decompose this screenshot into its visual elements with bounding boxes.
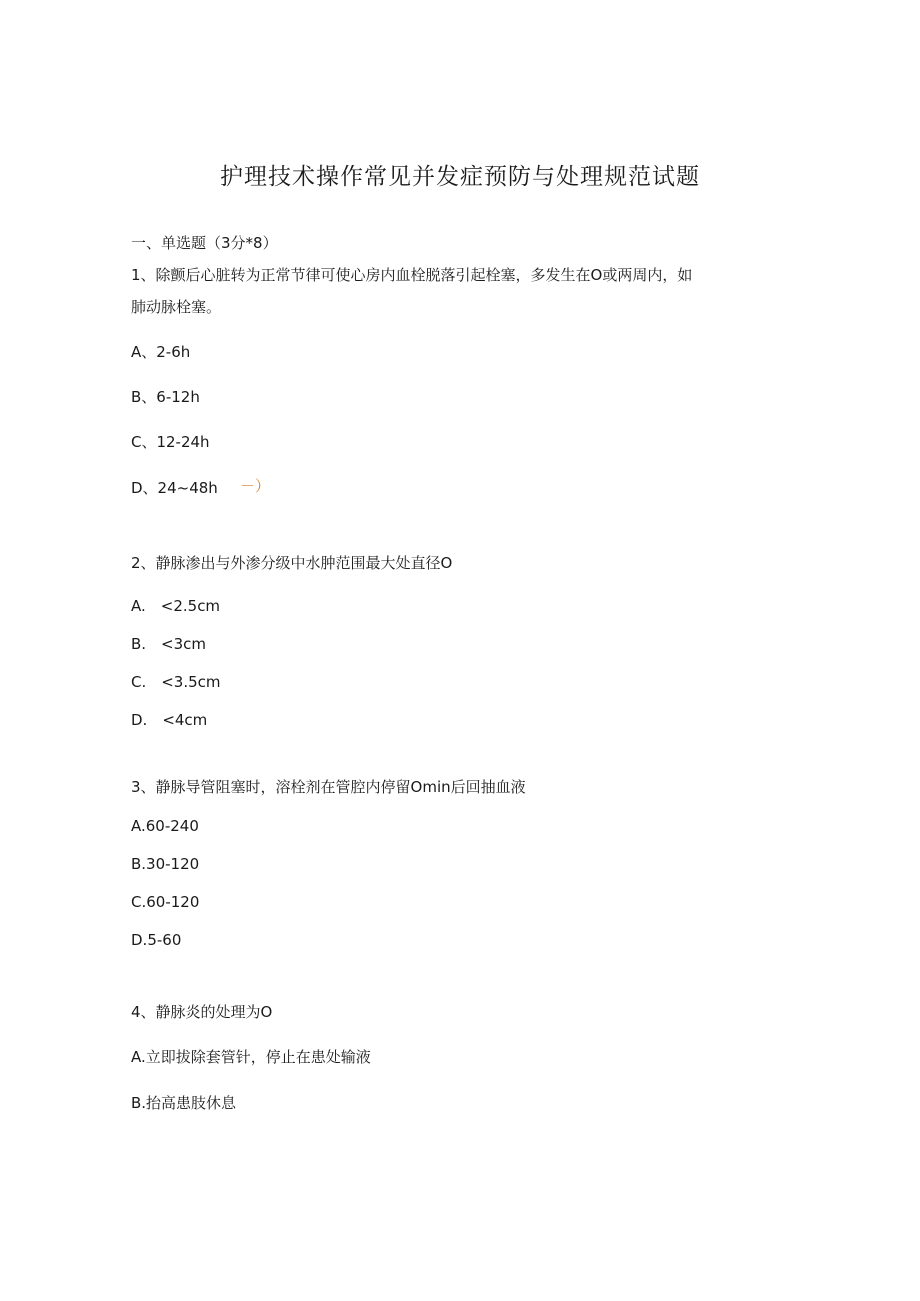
question-2-option-d: D. <4cm: [131, 711, 208, 729]
question-2-option-b: B. <3cm: [131, 635, 207, 653]
question-3-option-a: A.60-240: [131, 817, 199, 835]
question-2-option-c: C. <3.5cm: [131, 673, 221, 691]
handwritten-mark: －）: [240, 477, 271, 495]
question-4-option-a: A.立即拔除套管针，停止在患处输液: [131, 1048, 371, 1066]
question-2-text: 2、静脉渗出与外渗分级中水肿范围最大处直径O: [131, 554, 453, 572]
question-1-option-d: D、24~48h: [131, 479, 218, 497]
question-2-option-a: A. <2.5cm: [131, 597, 221, 615]
question-1-text-cont: 肺动脉栓塞。: [131, 298, 222, 316]
question-3-option-c: C.60-120: [131, 893, 200, 911]
question-1-option-b: B、6-12h: [131, 388, 200, 406]
section-heading: 一、单选题（3分*8）: [131, 234, 278, 252]
page-title: 护理技术操作常见并发症预防与处理规范试题: [220, 164, 700, 190]
question-1-option-a: A、2-6h: [131, 343, 191, 361]
question-3-option-b: B.30-120: [131, 855, 200, 873]
question-4-option-b: B.抬高患肢休息: [131, 1094, 237, 1112]
question-1-option-c: C、12-24h: [131, 433, 210, 451]
question-3-option-d: D.5-60: [131, 931, 182, 949]
question-4-text: 4、静脉炎的处理为O: [131, 1003, 273, 1021]
question-3-text: 3、静脉导管阻塞时，溶栓剂在管腔内停留Omin后回抽血液: [131, 778, 526, 796]
question-1-text: 1、除颤后心脏转为正常节律可使心房内血栓脱落引起栓塞，多发生在O或两周内，如: [131, 266, 693, 284]
